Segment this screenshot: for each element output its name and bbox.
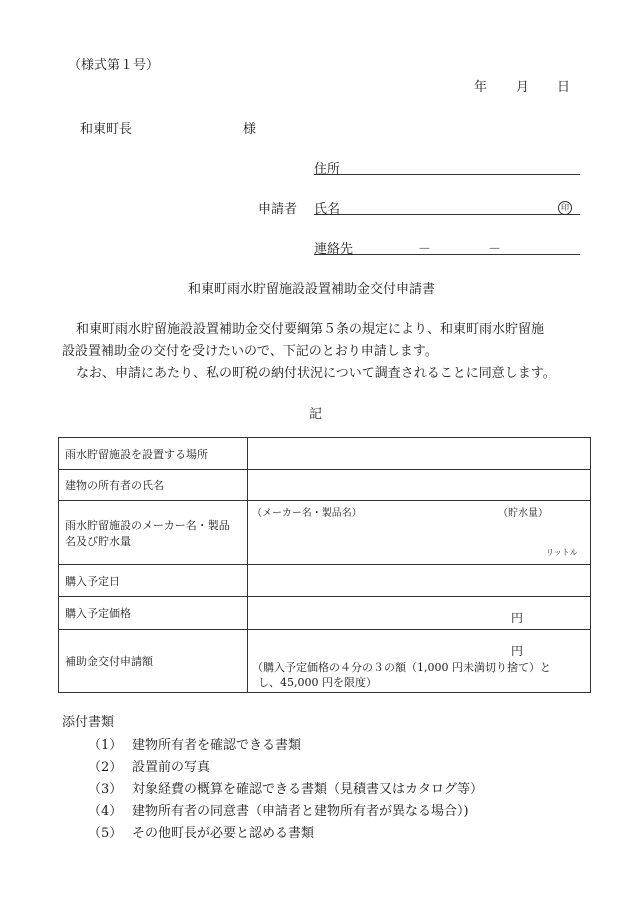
list-item-text: 建物所有者を確認できる書類 bbox=[132, 738, 302, 753]
applicant-label: 申請者 bbox=[258, 202, 298, 217]
table-row bbox=[59, 501, 591, 565]
maker-label-line-2: 名及び貯水量 bbox=[65, 534, 131, 548]
price-label: 購入予定価格 bbox=[59, 597, 248, 630]
list-item bbox=[88, 778, 483, 797]
price-unit: 円 bbox=[511, 611, 524, 625]
name-label: 氏名 bbox=[314, 202, 341, 217]
subsidy-label: 補助金交付申請額 bbox=[59, 630, 248, 693]
seal-mark: 印 bbox=[558, 199, 572, 215]
location-label: 雨水貯留施設を設置する場所 bbox=[59, 438, 248, 470]
date-day-label: 日 bbox=[557, 80, 571, 95]
price-field[interactable] bbox=[248, 597, 591, 630]
document-title: 和東町雨水貯留施設設置補助金交付申請書 bbox=[188, 282, 436, 297]
addressee-name: 和東町長 bbox=[80, 122, 133, 137]
list-item-number: （3） bbox=[88, 782, 123, 797]
table-row bbox=[59, 565, 591, 597]
table-row bbox=[59, 470, 591, 501]
contact-field[interactable] bbox=[314, 254, 580, 255]
list-item-text: その他町長が必要と認める書類 bbox=[132, 826, 315, 841]
addressee-honorific: 様 bbox=[243, 122, 257, 137]
list-item bbox=[88, 734, 301, 753]
name-field[interactable] bbox=[314, 214, 580, 215]
list-item-text: 建物所有者の同意書（申請者と建物所有者が異なる場合）) bbox=[132, 804, 469, 819]
owner-label: 建物の所有者の氏名 bbox=[59, 470, 248, 501]
list-item bbox=[88, 822, 314, 841]
application-table bbox=[58, 437, 591, 693]
maker-field[interactable] bbox=[248, 501, 591, 565]
date-year-label: 年 bbox=[474, 80, 488, 95]
form-number: （様式第１号） bbox=[68, 58, 160, 73]
body-line-3: なお、申請にあたり、私の町税の納付状況について調査されることに同意します。 bbox=[76, 366, 556, 381]
list-item-number: （5） bbox=[88, 826, 123, 841]
list-item-number: （1） bbox=[88, 738, 123, 753]
purchase-date-label: 購入予定日 bbox=[59, 565, 248, 597]
list-item-text: 設置前の写真 bbox=[132, 760, 211, 775]
table-row bbox=[59, 438, 591, 470]
list-item bbox=[88, 756, 210, 775]
maker-label bbox=[59, 501, 248, 565]
list-item-number: （4） bbox=[88, 804, 123, 819]
liter-unit: リットル bbox=[546, 548, 578, 557]
body-line-2: 設設置補助金の交付を受けたいので、下記のとおり申請します。 bbox=[62, 344, 438, 359]
subsidy-unit: 円 bbox=[511, 644, 524, 658]
capacity-hint: （貯水量） bbox=[498, 508, 548, 519]
contact-label: 連絡先 bbox=[314, 242, 354, 257]
body-line-1: 和東町雨水貯留施設設置補助金交付要綱第５条の規定により、和東町雨水貯留施 bbox=[76, 322, 545, 337]
address-field[interactable] bbox=[314, 174, 580, 175]
subsidy-field[interactable] bbox=[248, 630, 591, 693]
attachments-heading: 添付書類 bbox=[62, 715, 115, 730]
table-row bbox=[59, 630, 591, 693]
contact-separator-1: － bbox=[418, 242, 432, 257]
owner-field[interactable] bbox=[248, 470, 591, 501]
location-field[interactable] bbox=[248, 438, 591, 470]
table-row bbox=[59, 597, 591, 630]
maker-label-line-1: 雨水貯留施設のメーカー名・製品 bbox=[65, 518, 230, 532]
list-item-number: （2） bbox=[88, 760, 123, 775]
date-month-label: 月 bbox=[516, 80, 530, 95]
maker-hint: （メーカー名・製品名） bbox=[252, 508, 362, 519]
list-item bbox=[88, 800, 469, 819]
subsidy-note-line-1: （購入予定価格の４分の３の額（1,000 円未満切り捨て）と bbox=[252, 661, 551, 674]
purchase-date-field[interactable] bbox=[248, 565, 591, 597]
ki-heading: 記 bbox=[309, 407, 323, 422]
subsidy-note-line-2: し、45,000 円を限度） bbox=[258, 676, 377, 689]
list-item-text: 対象経費の概算を確認できる書類（見積書又はカタログ等） bbox=[132, 782, 484, 797]
contact-separator-2: － bbox=[488, 242, 502, 257]
address-label: 住所 bbox=[314, 162, 341, 177]
